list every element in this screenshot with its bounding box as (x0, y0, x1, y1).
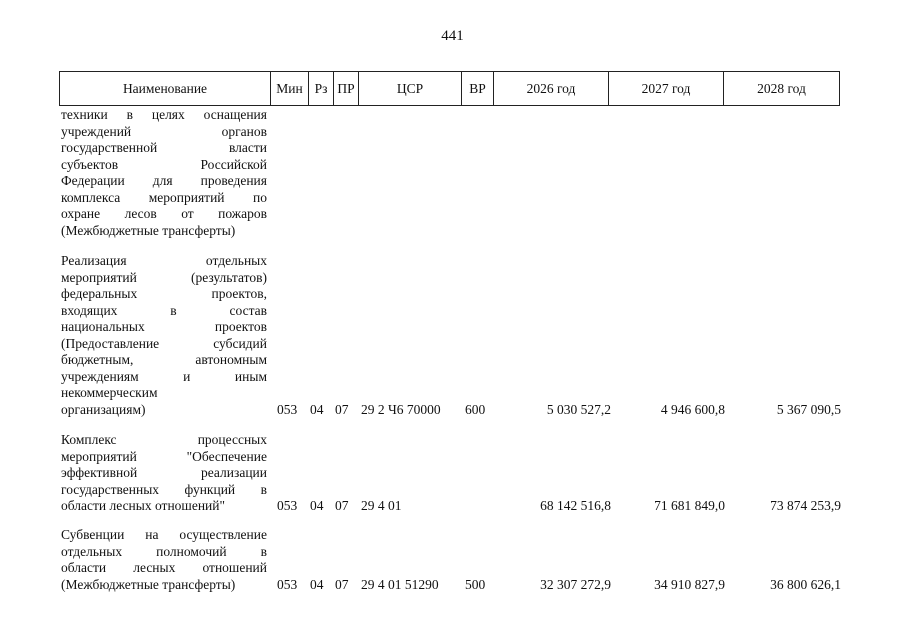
cell-csr: 29 4 01 51290 (361, 576, 439, 592)
cell-vr: 500 (465, 576, 486, 592)
cell-rz: 04 (310, 498, 324, 513)
cell-pr: 07 (335, 576, 349, 592)
header-2027: 2027 год (609, 72, 724, 105)
table-header (59, 71, 840, 106)
row-name-line: Комплекс процессных (61, 432, 267, 447)
header-min: Мин (271, 72, 309, 105)
page-number: 441 (441, 28, 464, 44)
row-name-line: государственных функций в (61, 481, 267, 497)
cell-csr: 29 2 Ч6 70000 (361, 401, 441, 417)
row-name (61, 253, 267, 418)
cell-2027: 34 910 827,9 (654, 576, 725, 592)
cell-pr: 07 (335, 401, 349, 417)
cell-2026: 68 142 516,8 (540, 498, 611, 513)
row-name-line: Реализация отдельных (61, 253, 267, 268)
cell-vr: 600 (465, 401, 486, 417)
header-rz: Рз (309, 72, 334, 105)
cell-csr: 29 4 01 (361, 498, 402, 513)
row-name-line: организациям) (61, 401, 146, 417)
cell-2027: 71 681 849,0 (654, 498, 725, 513)
row-name-line: учреждений органов (61, 123, 267, 139)
header-vr: ВР (462, 72, 494, 105)
row-name-line: техники в целях оснащения (61, 107, 267, 122)
row-name-line: области лесных отношений (61, 560, 267, 575)
header-2026: 2026 год (494, 72, 609, 105)
row-name-line: эффективной реализации (61, 465, 267, 480)
row-name-line: бюджетным, автономным (61, 352, 267, 367)
row-name-line: учреждениям и иным (61, 368, 267, 384)
row-name (61, 527, 267, 593)
row-name-line: субъектов Российской (61, 156, 267, 172)
cell-2026: 32 307 272,9 (540, 576, 611, 592)
row-name-line: федеральных проектов, (61, 286, 267, 301)
header-name: Наименование (60, 72, 271, 105)
cell-2026: 5 030 527,2 (546, 401, 611, 417)
cell-2027: 4 946 600,8 (660, 401, 725, 417)
row-name-line: входящих в состав (61, 302, 267, 318)
row-name-line: охране лесов от пожаров (61, 206, 267, 221)
header-2028: 2028 год (757, 80, 806, 96)
row-name-line: области лесных отношений" (61, 498, 225, 513)
cell-min: 053 (277, 498, 298, 513)
row-name-line: мероприятий "Обеспечение (61, 448, 267, 464)
header-pr: ПР (334, 72, 359, 105)
row-name-line: некоммерческим (61, 385, 158, 400)
cell-min: 053 (277, 401, 298, 417)
cell-min: 053 (277, 576, 298, 592)
row-name-line: (Межбюджетные трансферты) (61, 222, 236, 238)
row-name-line: Субвенции на осуществление (61, 527, 267, 542)
cell-2028: 36 800 626,1 (770, 576, 841, 592)
row-name (61, 107, 267, 239)
row-name-line: государственной власти (61, 140, 267, 155)
row-name-line: Федерации для проведения (61, 173, 267, 188)
row-name (61, 432, 267, 515)
row-name-line: (Предоставление субсидий (61, 335, 267, 351)
cell-pr: 07 (335, 498, 349, 513)
row-name-line: комплекса мероприятий по (61, 189, 267, 205)
cell-2028: 5 367 090,5 (776, 401, 841, 417)
row-name-line: национальных проектов (61, 319, 267, 334)
row-name-line: мероприятий (результатов) (61, 269, 267, 285)
cell-rz: 04 (310, 401, 324, 417)
cell-2028: 73 874 253,9 (770, 498, 841, 513)
header-csr: ЦСР (359, 72, 462, 105)
cell-rz: 04 (310, 576, 324, 592)
row-name-line: отдельных полномочий в (61, 543, 267, 559)
row-name-line: (Межбюджетные трансферты) (61, 576, 236, 592)
